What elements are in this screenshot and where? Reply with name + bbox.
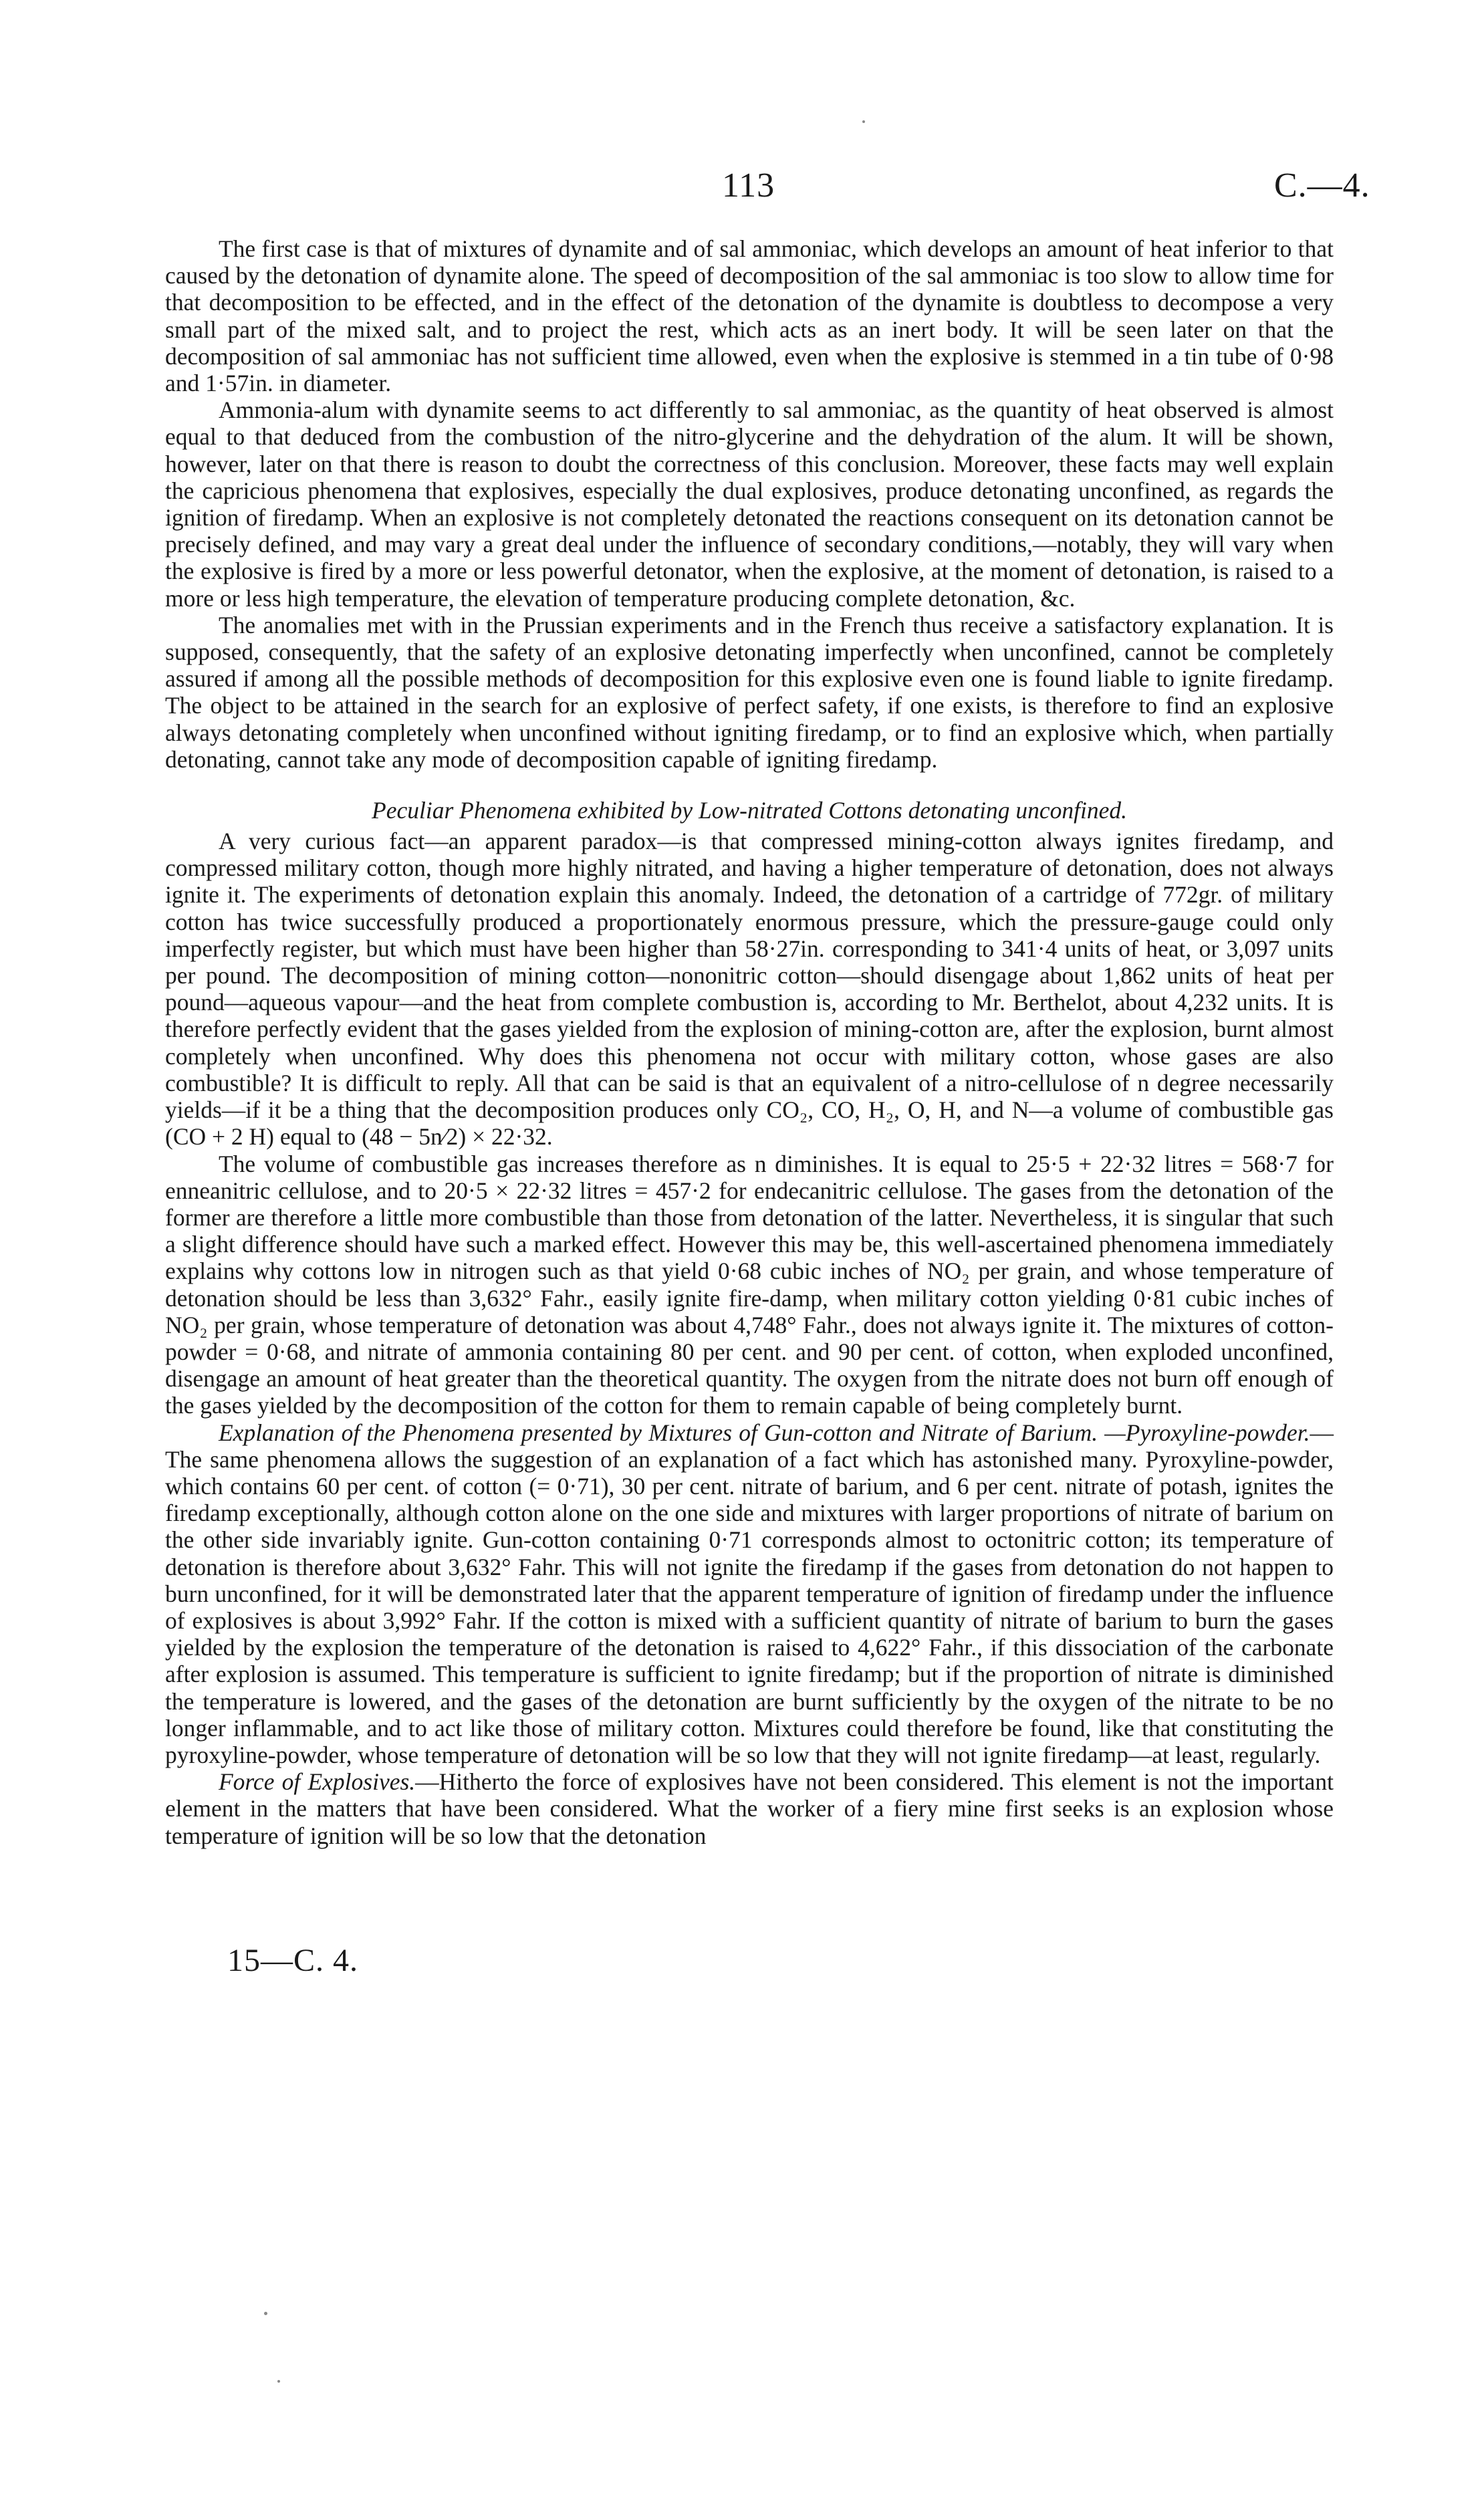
speck-mark <box>277 2380 280 2383</box>
paragraph-combustible-gas: The volume of combustible gas increases therefore as n diminishes. It is equal to 25·5 + 22·32 litres = 568·7 for enneanitric cellulose, and to 20·5 × 22·32 litres = 457·2 for endecanitric cellulose. The gases from the detonation of the former are therefore a little more combustible than those from detonation of the latter. Nevertheless, it is singular that such a slight difference should have such a marked effect. However this may be, this well-ascertained phenomena immediately explains why cottons low in nitrogen such as that yield 0·68 cubic inches of NO₂ per grain, and whose temperature of detonation should be less than 3,632° Fahr., easily ignite fire-damp, when military cotton yielding 0·81 cubic inches of NO₂ per grain, whose temperature of detonation was about 4,748° Fahr., does not always ignite it. The mixtures of cotton-powder = 0·68, and nitrate of ammonia containing 80 per cent. and 90 per cent. of cotton, when exploded unconfined, disengage an amount of heat greater than the theoretical quantity. The oxygen from the nitrate does not burn off enough of the gases yielded by the decomposition of the cotton for them to remain capable of being completely burnt. <box>165 1150 1334 1419</box>
paragraph-pyroxyline <box>165 1419 1334 1769</box>
body-text <box>165 235 1334 1849</box>
paragraph-force <box>165 1768 1334 1849</box>
paragraph-pyroxyline-text: —The same phenomena allows the suggestion of an explanation of a fact which has astonished many. Pyroxyline-powder, which contains 60 per cent. of cotton (= 0·71), 30 per cent. nitrate of barium, and 6 per cent. nitrate of potash, ignites the firedamp exceptionally, although cotton alone on the one side and mixtures with larger proportions of nitrate of barium on the other side invariably ignite. Gun-cotton containing 0·71 corresponds almost to octonitric cotton; its temperature of detonation is therefore about 3,632° Fahr. This will not ignite the firedamp if the gases from detonation do not happen to burn unconfined, for it will be demonstrated later that the apparent temperature of ignition of firedamp under the influence of explosives is about 3,992° Fahr. If the cotton is mixed with a sufficient quantity of nitrate of barium to burn the gases yielded by the explosion the temperature of the detonation is raised to 4,622° Fahr., if this dissociation of the carbonate after explosion is assumed. This temperature is sufficient to ignite firedamp; but if the proportion of nitrate is diminished the temperature is lowered, and the gases of the detonation are burnt sufficiently by the oxygen of the nitrate to be no longer inflammable, and to act like those of military cotton. Mixtures could therefore be found, like that constituting the pyroxyline-powder, whose temperature of detonation will be so low that they will not ignite firedamp—at least, regularly. <box>165 1419 1334 1768</box>
section-heading: Peculiar Phenomena exhibited by Low-nitrated Cottons detonating unconfined. <box>372 797 1127 824</box>
paragraph-curious-fact: A very curious fact—an apparent paradox—is that compressed mining-cotton always ignites firedamp, and compressed military cotton, though more highly nitrated, and having a higher temperature of detonation, does not always ignite it. The experiments of detonation explain this anomaly. Indeed, the detonation of a cartridge of 772gr. of military cotton has twice successfully produced a proportionately enormous pressure, which the pressure-gauge could only imperfectly register, but which must have been higher than 58·27in. corresponding to 341·4 units of heat, or 3,097 units per pound. The decomposition of mining cotton—nononitric cotton—should disengage about 1,862 units of heat per pound—aqueous vapour—and the heat from complete combustion is, according to Mr. Berthelot, about 4,232 units. It is therefore perfectly evident that the gases yielded from the explosion of mining-cotton are, after the explosion, burnt almost completely when unconfined. Why does this phenomena not occur with military cotton, whose gases are also combustible? It is difficult to reply. All that can be said is that an equivalent of a nitro-cellulose of n degree necessarily yields—if it be a thing that the decomposition produces only CO₂, CO, H₂, O, H, and N—a volume of combustible gas (CO + 2 H) equal to (48 − 5n⁄2) × 22·32. <box>165 828 1334 1151</box>
paragraph-sal-ammoniac: The first case is that of mixtures of dynamite and of sal ammoniac, which develops an amount of heat inferior to that caused by the detonation of dynamite alone. The speed of decomposition of the sal ammoniac is too slow to allow time for that decomposition to be effected, and in the effect of the detonation of the dynamite is doubtless to decompose a very small part of the mixed salt, and to project the rest, which acts as an inert body. It will be seen later on that the decomposition of sal ammoniac has not sufficient time allowed, even when the explosive is stemmed in a tin tube of 0·98 and 1·57in. in diameter. <box>165 235 1334 397</box>
signature-mark: 15—C. 4. <box>227 1943 359 1978</box>
paragraph-force-text: —Hitherto the force of explosives have not been considered. This element is not the important element in the matters that have been considered. What the worker of a fiery mine first seeks is an explosion whose temperature of ignition will be so low that the detonation <box>165 1768 1334 1849</box>
page-number: 113 <box>722 166 775 205</box>
speck-mark <box>862 120 865 123</box>
paragraph-ammonia-alum: Ammonia-alum with dynamite seems to act differently to sal ammoniac, as the quantity of heat observed is almost equal to that deduced from the combustion of the nitro-glycerine and the dehydration of the alum. It will be shown, however, later on that there is reason to doubt the correctness of this conclusion. Moreover, these facts may well explain the capricious phenomena that explosives, especially the dual explosives, produce detonating unconfined, as regards the ignition of firedamp. When an explosive is not completely detonated the reactions consequent on its detonation cannot be precisely defined, and may vary a great deal under the influence of secondary conditions,—notably, they will vary when the explosive is fired by a more or less powerful detonator, when the explosive, at the moment of detonation, is raised to a more or less high temperature, the elevation of temperature producing complete detonation, &c. <box>165 396 1334 612</box>
speck-mark <box>264 2312 267 2315</box>
paragraph-force-lead: Force of Explosives. <box>219 1768 416 1796</box>
document-code: C.—4. <box>1274 166 1370 205</box>
paragraph-pyroxyline-lead: Explanation of the Phenomena presented by Mixtures of Gun-cotton and Nitrate of Barium. —Pyroxyline-powder. <box>219 1419 1310 1446</box>
paragraph-anomalies: The anomalies met with in the Prussian experiments and in the French thus receive a satisfactory explanation. It is supposed, consequently, that the safety of an explosive detonating imperfectly when unconfined, cannot be completely assured if among all the possible methods of decomposition for this explosive even one is found liable to ignite firedamp. The object to be attained in the search for an explosive of perfect safety, if one exists, is therefore to find an explosive always detonating completely when unconfined without igniting firedamp, or to find an explosive which, when partially detonating, cannot take any mode of decomposition capable of igniting firedamp. <box>165 611 1334 773</box>
